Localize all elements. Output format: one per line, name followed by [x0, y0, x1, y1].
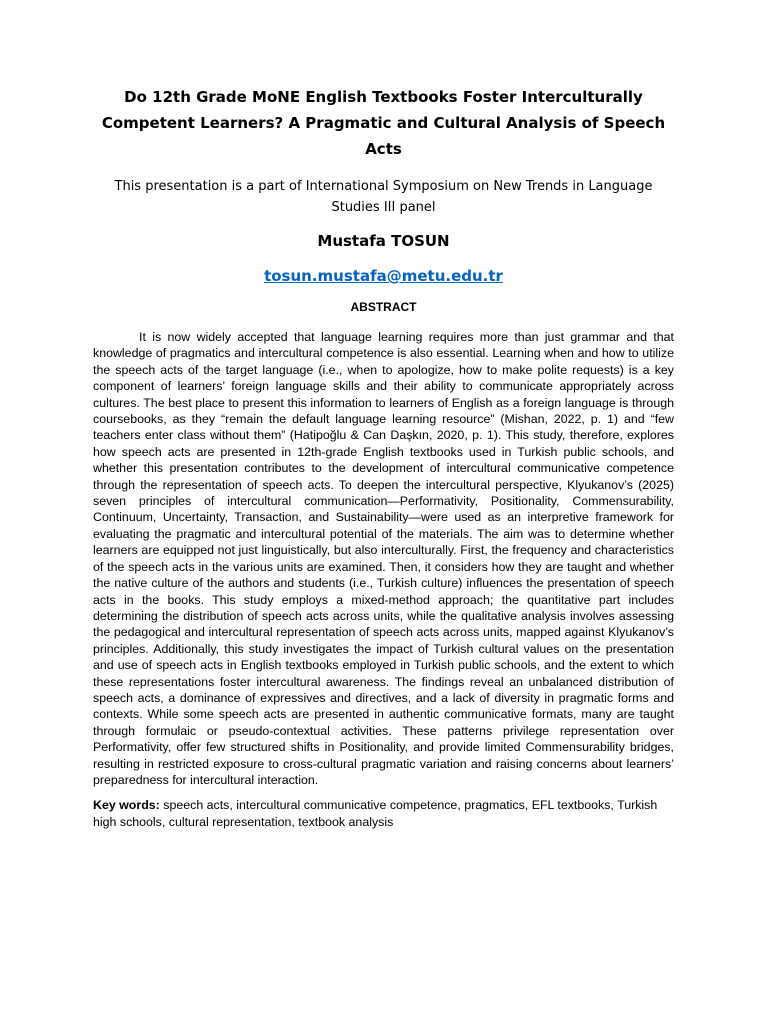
- abstract-heading: ABSTRACT: [350, 300, 417, 314]
- email-link[interactable]: tosun.mustafa@metu.edu.tr: [264, 267, 503, 285]
- keywords-list: speech acts, intercultural communicative competence, pragmatics, EFL textbooks, Turkish high schools, cultural representation, textbook analysis: [93, 798, 658, 829]
- document-page: [93, 84, 674, 830]
- paper-title: Do 12th Grade MoNE English Textbooks Foster Interculturally Competent Learners? A Pragmatic and Cultural Analysis of Speech Acts: [101, 88, 666, 158]
- abstract-body: It is now widely accepted that language learning requires more than just grammar and that knowledge of pragmatics and intercultural competence is also essential. Learning when and how to utilize the speech acts of the target language (i.e., when to apologize, how to make polite requests) is a key component of learners’ foreign language skills and their ability to communicate appropriately across cultures. The best place to present this information to learners of English as a foreign language is through coursebooks, as they “remain the default language learning resource” (Mishan, 2022, p. 1) and “few teachers enter class without them” (Hatipoğlu & Can Daşkın, 2020, p. 1). This study, therefore, explores how speech acts are presented in 12th-grade English textbooks used in Turkish public schools, and whether this presentation contributes to the development of intercultural communicative competence through the representation of speech acts. To deepen the intercultural perspective, Klyukanov’s (2025) seven principles of intercultural communication—Performativity, Positionality, Commensurability, Continuum, Uncertainty, Transaction, and Sustainability—were used as an interpretive framework for evaluating the pragmatic and intercultural potential of the materials. The aim was to determine whether learners are equipped not just linguistically, but also interculturally. First, the frequency and characteristics of the speech acts in the various units are examined. Then, it considers how they are taught and whether the native culture of the authors and students (i.e., Turkish culture) influences the presentation of speech acts in the books. This study employs a mixed-method approach; the quantitative part includes determining the distribution of speech acts across units, while the qualitative analysis involves assessing the pedagogical and intercultural representation of speech acts across units, mapped against Klyukanov’s principles. Additionally, this study investigates the impact of Turkish cultural values on the presentation and use of speech acts in English textbooks employed in Turkish public schools, and the extent to which these representations foster intercultural awareness. The findings reveal an unbalanced distribution of speech acts, a dominance of expressives and directives, and a lack of diversity in pragmatic forms and contexts. While some speech acts are presented in authentic communicative formats, many are taught through formulaic or pseudo-contextual activities. These patterns privilege representation over Performativity, offer few structured shifts in Positionality, and provide limited Commensurability bridges, resulting in restricted exposure to cross-cultural pragmatic variation and raising concerns about learners’ preparedness for intercultural interaction.: [93, 330, 674, 787]
- presentation-note: This presentation is a part of International Symposium on New Trends in Language Studies III panel: [114, 179, 653, 215]
- author-name: Mustafa TOSUN: [317, 232, 450, 250]
- author-email: [93, 266, 674, 286]
- keywords-line: [93, 797, 674, 830]
- keywords-label: Key words:: [93, 798, 160, 813]
